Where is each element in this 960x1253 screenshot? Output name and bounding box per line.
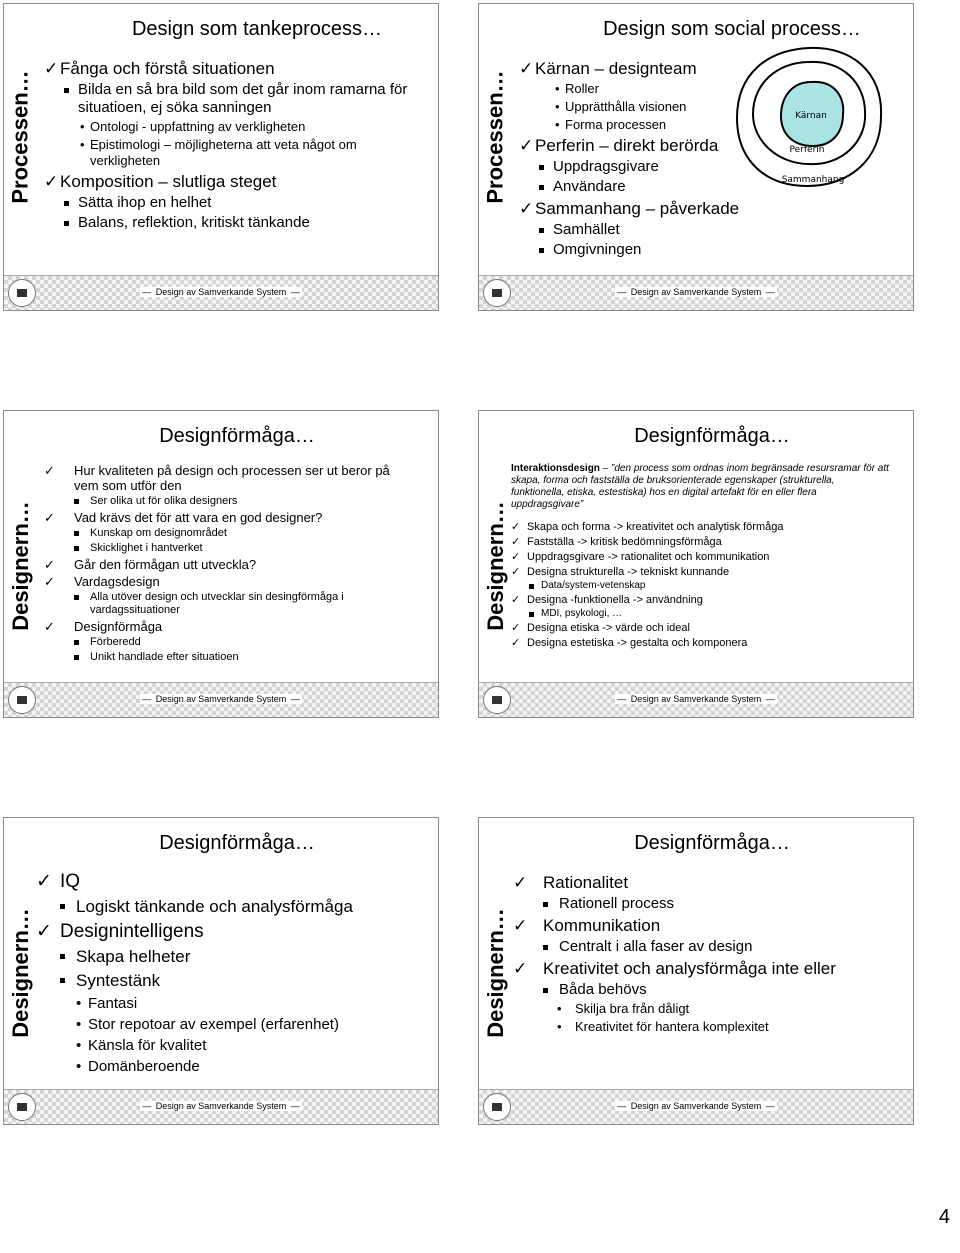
slide-design-som-tankeprocess <box>3 3 439 311</box>
checkmark-bullet-item: ✓ Sammanhang – påverkade <box>519 198 743 219</box>
checkmark-bullet-item: ✓ Designa -funktionella -> användning <box>511 594 889 607</box>
square-bullet-item: Alla utöver design och utvecklar sin desingförmåga i vardagssituationer <box>44 591 398 617</box>
footer-text: — Design av Samverkande System — <box>617 1101 775 1111</box>
checkmark-bullet-item: ✓ Fastställa -> kritisk bedömningsförmåga <box>511 536 889 549</box>
checkmark-bullet-item: ✓ Kärnan – designteam <box>519 58 743 79</box>
square-bullet-item: Data/system-vetenskap <box>511 580 889 592</box>
slide-title: Designförmåga… <box>634 832 790 854</box>
slide-sidebar: Processen… <box>483 70 509 204</box>
slide-title: Design som social process… <box>603 18 861 40</box>
dot-bullet-item: • Ontologi - uppfattning av verkligheten <box>44 119 428 135</box>
checkmark-bullet-item: ✓ Perferin – direkt berörda <box>519 135 743 156</box>
dot-bullet-item: • Domänberoende <box>36 1057 428 1076</box>
slide-title: Designförmåga… <box>159 832 315 854</box>
square-bullet-item: Kunskap om designområdet <box>44 527 398 540</box>
diagram-label-inner: Kärnan <box>795 111 827 121</box>
bullet-list <box>44 461 398 664</box>
slide-sidebar: Designern… <box>483 908 508 1038</box>
slide-designformaga-1 <box>3 410 439 718</box>
slide-title: Designförmåga… <box>634 425 790 447</box>
slide-footer <box>4 1089 438 1124</box>
dot-bullet-item: • Forma processen <box>519 117 743 133</box>
square-bullet-item: Ser olika ut för olika designers <box>44 495 398 508</box>
square-bullet-item: Samhället <box>519 221 743 239</box>
square-bullet-item: Skapa helheter <box>36 946 428 968</box>
square-bullet-item: Uppdragsgivare <box>519 158 743 176</box>
slide-footer <box>479 1089 913 1124</box>
core-periphery-diagram <box>731 42 887 192</box>
bullet-list <box>36 868 428 1076</box>
dot-bullet-item: • Upprätthålla visionen <box>519 99 743 115</box>
checkmark-bullet-item: ✓ Rationalitet <box>513 872 903 893</box>
slide-sidebar: Designern… <box>8 908 33 1038</box>
square-bullet-item: Logiskt tänkande och analysförmåga <box>36 896 428 918</box>
definition-block <box>511 463 889 650</box>
slide-sidebar: Designern… <box>483 501 508 631</box>
checkmark-bullet-item: ✓ Designa strukturella -> tekniskt kunnande <box>511 566 889 579</box>
page-number: 4 <box>938 1206 950 1228</box>
definition-text: – ”den process som ordnas inom begränsade resursramar för att skapa, forma och fastställa de bruksorienterade egenskaper (strukturella, funktionella, etiska, estestiska) hos en digital artefakt för en eller flera uppdragsgivare” <box>511 463 889 510</box>
dot-bullet-item: • Fantasi <box>36 994 428 1013</box>
checkmark-bullet-item: ✓ Designa etiska -> värde och ideal <box>511 622 889 635</box>
checkmark-bullet-item: ✓ Fånga och förstå situationen <box>44 58 428 79</box>
bullet-list <box>511 521 889 650</box>
square-bullet-item: Skicklighet i hantverket <box>44 542 398 555</box>
slide-designformaga-3 <box>3 817 439 1125</box>
footer-text: — Design av Samverkande System — <box>142 694 300 704</box>
bullet-list <box>44 56 428 232</box>
square-bullet-item: Centralt i alla faser av design <box>513 938 903 956</box>
checkmark-bullet-item: ✓ Vardagsdesign <box>44 574 398 589</box>
checkmark-bullet-item: ✓ Designintelligens <box>36 920 428 944</box>
dot-bullet-item: • Känsla för kvalitet <box>36 1036 428 1055</box>
checkmark-bullet-item: ✓ Vad krävs det för att vara en god designer? <box>44 510 398 525</box>
square-bullet-item: Bilda en så bra bild som det går inom ramarna för situatioen, ej söka sanningen <box>44 81 428 117</box>
dot-bullet-item: • Skilja bra från dåligt <box>513 1001 903 1017</box>
slide-footer <box>479 682 913 717</box>
slide-title: Designförmåga… <box>159 425 315 447</box>
checkmark-bullet-item: ✓ Designförmåga <box>44 619 398 634</box>
dot-bullet-item: • Stor repotoar av exempel (erfarenhet) <box>36 1015 428 1034</box>
checkmark-bullet-item: ✓ Kommunikation <box>513 915 903 936</box>
footer-text: — Design av Samverkande System — <box>142 1101 300 1111</box>
square-bullet-item: MDI, psykologi, … <box>511 608 889 620</box>
bullet-list <box>513 870 903 1035</box>
slide-design-som-social-process <box>478 3 914 311</box>
dot-bullet-item: • Kreativitet för hantera komplexitet <box>513 1019 903 1035</box>
square-bullet-item: Balans, reflektion, kritiskt tänkande <box>44 214 428 232</box>
checkmark-bullet-item: ✓ Uppdragsgivare -> rationalitet och kommunikation <box>511 551 889 564</box>
definition-term: Interaktionsdesign <box>511 463 600 474</box>
slide-designformaga-4 <box>478 817 914 1125</box>
square-bullet-item: Omgivningen <box>519 241 743 259</box>
slide-footer <box>4 682 438 717</box>
square-bullet-item: Unikt handlade efter situatioen <box>44 651 398 664</box>
footer-text: — Design av Samverkande System — <box>617 694 775 704</box>
square-bullet-item: Användare <box>519 178 743 196</box>
square-bullet-item: Syntestänk <box>36 970 428 992</box>
checkmark-bullet-item: ✓ Skapa och forma -> kreativitet och analytisk förmåga <box>511 521 889 534</box>
diagram-label-middle: Perferin <box>789 145 825 155</box>
bullet-list <box>519 56 743 259</box>
dot-bullet-item: • Epistimologi – möjligheterna att veta något om verkligheten <box>44 137 428 169</box>
square-bullet-item: Sätta ihop en helhet <box>44 194 428 212</box>
footer-text: — Design av Samverkande System — <box>142 287 300 297</box>
checkmark-bullet-item: ✓ Komposition – slutliga steget <box>44 171 428 192</box>
diagram-label-outer: Sammanhang <box>781 175 845 185</box>
square-bullet-item: Båda behövs <box>513 981 903 999</box>
square-bullet-item: Förberedd <box>44 636 398 649</box>
square-bullet-item: Rationell process <box>513 895 903 913</box>
checkmark-bullet-item: ✓ Designa estetiska -> gestalta och komponera <box>511 637 889 650</box>
slide-footer <box>479 275 913 310</box>
checkmark-bullet-item: ✓ IQ <box>36 870 428 894</box>
checkmark-bullet-item: ✓ Kreativitet och analysförmåga inte eller <box>513 958 903 979</box>
slide-designformaga-2 <box>478 410 914 718</box>
footer-text: — Design av Samverkande System — <box>617 287 775 297</box>
slide-sidebar: Processen… <box>8 70 34 204</box>
slide-title: Design som tankeprocess… <box>131 18 383 40</box>
dot-bullet-item: • Roller <box>519 81 743 97</box>
checkmark-bullet-item: ✓ Hur kvaliteten på design och processen ser ut beror på vem som utför den <box>44 463 398 493</box>
slide-footer <box>4 275 438 310</box>
slide-sidebar: Designern… <box>8 501 33 631</box>
checkmark-bullet-item: ✓ Går den förmågan utt utveckla? <box>44 557 398 572</box>
